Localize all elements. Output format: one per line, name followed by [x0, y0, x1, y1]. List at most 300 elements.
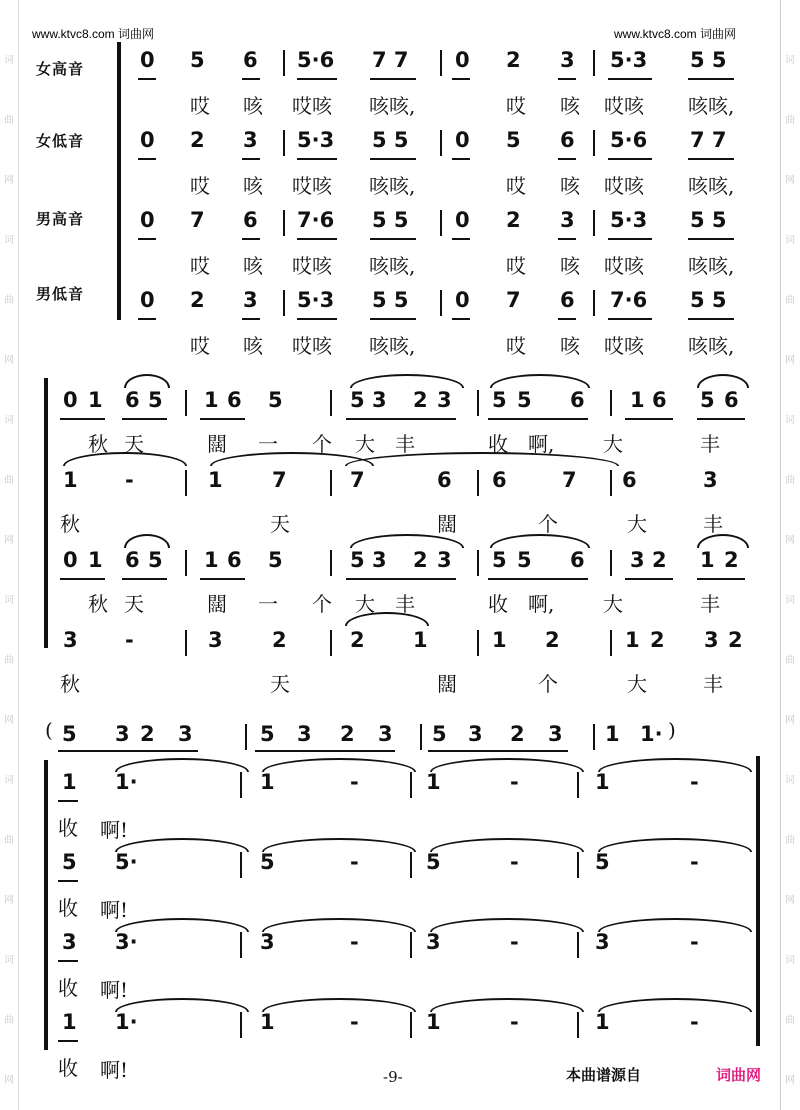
beat-underline — [122, 578, 167, 580]
edge-watermark-char: 网 — [785, 1075, 795, 1086]
edge-watermark-char: 网 — [785, 355, 795, 366]
slur — [124, 534, 170, 548]
lyric-char: 哎 — [190, 254, 210, 278]
barline — [283, 130, 285, 156]
barline — [477, 550, 479, 576]
beat-underline — [697, 578, 745, 580]
jianpu-note: 5 — [517, 548, 532, 572]
jianpu-note: 7 — [562, 468, 577, 492]
jianpu-note: 5 5 — [690, 208, 727, 232]
jianpu-note: 2 — [140, 722, 155, 746]
slur — [115, 838, 249, 852]
beat-underline — [452, 158, 470, 160]
slur — [262, 758, 416, 772]
barline — [577, 932, 579, 958]
beat-underline — [608, 158, 652, 160]
jianpu-note: 6 — [125, 388, 140, 412]
lyric-char: 咳咳, — [688, 174, 735, 198]
jianpu-note: 1 — [88, 388, 103, 412]
barline — [283, 290, 285, 316]
jianpu-note: 6 — [570, 548, 585, 572]
beat-underline — [242, 238, 260, 240]
jianpu-note: 1 — [62, 770, 77, 794]
barline — [440, 290, 442, 316]
jianpu-note: 5 — [492, 548, 507, 572]
jianpu-note: 7 7 — [690, 128, 727, 152]
barline — [593, 50, 595, 76]
barline — [410, 852, 412, 878]
jianpu-note: 7 — [350, 468, 365, 492]
lyric-char: 咳咳, — [369, 174, 416, 198]
lyric-char: 一 — [258, 432, 278, 456]
lyric-char: 咳 — [243, 174, 263, 198]
jianpu-note: 3 — [704, 628, 719, 652]
jianpu-note: 6 — [570, 388, 585, 412]
beat-underline — [370, 78, 416, 80]
jianpu-note: 6 — [125, 548, 140, 572]
jianpu-note: 7 — [506, 288, 521, 312]
edge-watermark-char: 曲 — [4, 475, 14, 486]
jianpu-note: - — [510, 770, 519, 794]
edge-watermark-char: 曲 — [785, 115, 795, 126]
lyric-char: 收 — [58, 976, 78, 1000]
jianpu-note: 5 — [700, 388, 715, 412]
jianpu-note: 3 — [378, 722, 393, 746]
jianpu-note: 3 — [426, 930, 441, 954]
lyric-char: 个 — [538, 672, 558, 696]
beat-underline — [452, 78, 470, 80]
jianpu-note: - — [350, 1010, 359, 1034]
beat-underline — [60, 418, 105, 420]
edge-watermark-char: 网 — [785, 895, 795, 906]
lyric-char: 秋 — [60, 672, 80, 696]
jianpu-note: 3 — [243, 128, 258, 152]
part-label-alto: 女低音 — [36, 132, 85, 150]
jianpu-note: 2 — [413, 388, 428, 412]
lyric-char: 大 — [627, 672, 647, 696]
lyric-char: 哎 — [190, 174, 210, 198]
lyric-char: 咳咳, — [369, 94, 416, 118]
part-label-soprano: 女高音 — [36, 60, 85, 78]
lyric-char: 天 — [124, 592, 144, 616]
jianpu-note: 3 — [62, 930, 77, 954]
lyric-char: 丰 — [700, 432, 720, 456]
beat-underline — [558, 158, 576, 160]
lyric-char: 哎 — [506, 334, 526, 358]
lyric-char: 哎咳 — [604, 334, 644, 358]
jianpu-note: 0 — [455, 48, 470, 72]
jianpu-note: - — [690, 930, 699, 954]
beat-underline — [452, 238, 470, 240]
jianpu-note: 1 — [88, 548, 103, 572]
jianpu-note: 0 — [140, 288, 155, 312]
slur — [262, 838, 416, 852]
lyric-char: 咳咳, — [688, 94, 735, 118]
jianpu-note: 5·3 — [297, 288, 335, 312]
site-name: 词曲网 — [716, 1066, 762, 1084]
beat-underline — [200, 578, 245, 580]
jianpu-note: 3 — [260, 930, 275, 954]
jianpu-note: 1 — [426, 770, 441, 794]
jianpu-note: 3 — [630, 548, 645, 572]
jianpu-note: - — [125, 628, 134, 652]
page-number: -9- — [383, 1068, 403, 1086]
jianpu-note: - — [690, 1010, 699, 1034]
edge-watermark-char: 曲 — [785, 475, 795, 486]
lyric-char: 秋 — [60, 512, 80, 536]
edge-watermark-char: 词 — [4, 595, 14, 606]
beat-underline — [608, 238, 652, 240]
jianpu-note: 1 — [413, 628, 428, 652]
jianpu-note: 2 — [350, 628, 365, 652]
slur — [697, 374, 749, 388]
edge-watermark-char: 曲 — [4, 1015, 14, 1026]
paren-open: ( — [45, 718, 53, 742]
jianpu-note: 0 — [455, 128, 470, 152]
beat-underline — [488, 418, 588, 420]
barline — [440, 210, 442, 236]
jianpu-note: 1 — [260, 1010, 275, 1034]
source-note: 本曲谱源自 — [566, 1066, 642, 1084]
lyric-char: 啊, — [528, 432, 555, 456]
edge-watermark-char: 网 — [4, 1075, 14, 1086]
jianpu-note: 5 5 — [690, 288, 727, 312]
lyric-char: 哎 — [506, 94, 526, 118]
lyric-char: 丰 — [703, 672, 723, 696]
lyric-char: 咳 — [560, 174, 580, 198]
jianpu-note: 3 — [243, 288, 258, 312]
jianpu-note: 5 5 — [690, 48, 727, 72]
beat-underline — [608, 78, 652, 80]
lyric-char: 哎 — [190, 334, 210, 358]
edge-watermark-char: 曲 — [4, 655, 14, 666]
jianpu-note: 7·6 — [610, 288, 648, 312]
jianpu-note: 0 — [140, 128, 155, 152]
lyric-char: 咳咳, — [369, 254, 416, 278]
lyric-char: 哎咳 — [292, 254, 332, 278]
jianpu-note: 6 — [560, 128, 575, 152]
jianpu-note: 6 — [227, 548, 242, 572]
barline — [240, 1012, 242, 1038]
system3-bracket — [44, 760, 48, 1050]
slur — [598, 758, 752, 772]
left-edge-strip — [0, 0, 19, 1110]
barline — [410, 772, 412, 798]
beat-underline — [297, 318, 337, 320]
beat-underline — [346, 578, 456, 580]
slur — [598, 998, 752, 1012]
edge-watermark-char: 网 — [4, 895, 14, 906]
jianpu-note: 3 — [372, 388, 387, 412]
beat-underline — [688, 158, 734, 160]
lyric-char: 咳 — [560, 334, 580, 358]
paren-close: ) — [668, 718, 676, 742]
beat-underline — [428, 750, 568, 752]
edge-watermark-char: 网 — [785, 175, 795, 186]
jianpu-note: 1 — [700, 548, 715, 572]
jianpu-note: 2 — [728, 628, 743, 652]
beat-underline — [297, 238, 337, 240]
barline — [577, 852, 579, 878]
jianpu-note: 1 — [595, 770, 610, 794]
jianpu-note: 7·6 — [297, 208, 335, 232]
lyric-char: 哎咳 — [292, 174, 332, 198]
beat-underline — [370, 318, 416, 320]
beat-underline — [688, 318, 734, 320]
watermark-right: www.ktvc8.com 词曲网 — [614, 27, 737, 41]
edge-watermark-char: 词 — [785, 595, 795, 606]
system3-end-bar — [756, 756, 760, 1046]
jianpu-note: - — [125, 468, 134, 492]
beat-underline — [242, 158, 260, 160]
jianpu-note: 1 — [260, 770, 275, 794]
barline — [185, 470, 187, 496]
jianpu-note: 6 — [622, 468, 637, 492]
beat-underline — [297, 78, 337, 80]
barline — [593, 210, 595, 236]
lyric-char: 天 — [270, 672, 290, 696]
jianpu-note: 5 — [432, 722, 447, 746]
lyric-char: 闊 — [207, 592, 227, 616]
barline — [245, 724, 247, 750]
beat-underline — [58, 750, 198, 752]
jianpu-note: 1· — [115, 770, 138, 794]
beat-underline — [488, 578, 588, 580]
edge-watermark-char: 词 — [785, 235, 795, 246]
slur — [430, 998, 584, 1012]
beat-underline — [688, 238, 734, 240]
lyric-char: 啊! — [100, 818, 129, 842]
lyric-char: 闊 — [437, 512, 457, 536]
barline — [610, 550, 612, 576]
jianpu-note: 3 — [560, 208, 575, 232]
beat-underline — [138, 318, 156, 320]
edge-watermark-char: 网 — [4, 175, 14, 186]
beat-underline — [138, 78, 156, 80]
jianpu-note: 5 — [426, 850, 441, 874]
barline — [593, 290, 595, 316]
slur — [490, 534, 590, 548]
barline — [593, 724, 595, 750]
beat-underline — [346, 418, 456, 420]
lyric-char: 咳 — [560, 254, 580, 278]
jianpu-note: 3 — [115, 722, 130, 746]
jianpu-note: 5·6 — [610, 128, 648, 152]
barline — [240, 852, 242, 878]
jianpu-note: 5 — [62, 722, 77, 746]
barline — [610, 470, 612, 496]
lyric-char: 哎咳 — [292, 334, 332, 358]
jianpu-note: 2 — [190, 128, 205, 152]
jianpu-note: 0 — [63, 548, 78, 572]
beat-underline — [558, 78, 576, 80]
jianpu-note: 7 — [190, 208, 205, 232]
jianpu-note: 5 — [268, 388, 283, 412]
slur — [350, 374, 464, 388]
lyric-char: 个 — [538, 512, 558, 536]
barline — [283, 50, 285, 76]
lyric-char: 啊, — [528, 592, 555, 616]
system1-bracket — [117, 42, 121, 320]
slur — [262, 918, 416, 932]
slur — [598, 918, 752, 932]
lyric-char: 秋 — [88, 592, 108, 616]
jianpu-note: 2 — [506, 48, 521, 72]
jianpu-note: 1 — [62, 1010, 77, 1034]
watermark-left: www.ktvc8.com 词曲网 — [32, 27, 155, 41]
jianpu-note: 3 — [595, 930, 610, 954]
jianpu-note: 6 — [243, 208, 258, 232]
slur — [430, 838, 584, 852]
lyric-char: 收 — [58, 816, 78, 840]
slur — [115, 758, 249, 772]
jianpu-note: 5 — [148, 388, 163, 412]
jianpu-note: 0 — [140, 208, 155, 232]
beat-underline — [138, 158, 156, 160]
lyric-char: 啊! — [100, 898, 129, 922]
beat-underline — [242, 318, 260, 320]
barline — [577, 772, 579, 798]
edge-watermark-char: 曲 — [785, 835, 795, 846]
jianpu-note: 3 — [437, 548, 452, 572]
barline — [330, 550, 332, 576]
edge-watermark-char: 网 — [4, 535, 14, 546]
slur — [115, 918, 249, 932]
beat-underline — [138, 238, 156, 240]
barline — [283, 210, 285, 236]
jianpu-note: 5 5 — [372, 208, 409, 232]
barline — [593, 130, 595, 156]
lyric-char: 哎 — [506, 174, 526, 198]
jianpu-note: 3 — [178, 722, 193, 746]
lyric-char: 哎咳 — [604, 254, 644, 278]
jianpu-note: 5 5 — [372, 128, 409, 152]
lyric-char: 咳咳, — [688, 334, 735, 358]
jianpu-note: 5 — [595, 850, 610, 874]
jianpu-note: 2 — [545, 628, 560, 652]
lyric-char: 一 — [258, 592, 278, 616]
jianpu-note: - — [690, 850, 699, 874]
jianpu-note: 1 — [204, 548, 219, 572]
beat-underline — [297, 158, 337, 160]
jianpu-note: 1 — [63, 468, 78, 492]
lyric-char: 咳咳, — [688, 254, 735, 278]
jianpu-note: 5· — [115, 850, 138, 874]
lyric-char: 收 — [488, 432, 508, 456]
jianpu-note: 5 — [350, 388, 365, 412]
lyric-char: 丰 — [395, 592, 415, 616]
barline — [330, 630, 332, 656]
barline — [185, 390, 187, 416]
jianpu-note: 5 5 — [372, 288, 409, 312]
jianpu-note: 5 — [268, 548, 283, 572]
jianpu-note: 5 — [148, 548, 163, 572]
jianpu-note: 5 — [517, 388, 532, 412]
edge-watermark-char: 词 — [4, 775, 14, 786]
lyric-char: 秋 — [88, 432, 108, 456]
barline — [440, 50, 442, 76]
slur — [598, 838, 752, 852]
beat-underline — [452, 318, 470, 320]
jianpu-note: 3 — [548, 722, 563, 746]
beat-underline — [58, 800, 78, 802]
jianpu-note: 5 — [260, 722, 275, 746]
beat-underline — [370, 158, 416, 160]
edge-watermark-char: 曲 — [4, 295, 14, 306]
part-label-bass: 男低音 — [36, 285, 85, 303]
lyric-char: 闊 — [207, 432, 227, 456]
lyric-char: 咳 — [243, 334, 263, 358]
jianpu-note: 5 — [260, 850, 275, 874]
jianpu-note: 1· — [115, 1010, 138, 1034]
jianpu-note: 5 — [492, 388, 507, 412]
lyric-char: 啊! — [100, 978, 129, 1002]
edge-watermark-char: 曲 — [785, 655, 795, 666]
jianpu-note: 5·3 — [610, 48, 648, 72]
barline — [185, 550, 187, 576]
edge-watermark-char: 词 — [4, 55, 14, 66]
edge-watermark-char: 曲 — [4, 835, 14, 846]
slur — [115, 998, 249, 1012]
jianpu-note: 2 — [190, 288, 205, 312]
jianpu-note: 5·6 — [297, 48, 335, 72]
barline — [610, 390, 612, 416]
jianpu-note: 0 — [455, 208, 470, 232]
lyric-char: 天 — [270, 512, 290, 536]
jianpu-note: 2 — [413, 548, 428, 572]
lyric-char: 咳 — [243, 254, 263, 278]
jianpu-note: 3 — [208, 628, 223, 652]
barline — [477, 630, 479, 656]
jianpu-note: 1 — [204, 388, 219, 412]
edge-watermark-char: 词 — [785, 955, 795, 966]
jianpu-note: 6 — [652, 388, 667, 412]
lyric-char: 个 — [312, 592, 332, 616]
slur — [430, 918, 584, 932]
edge-watermark-char: 词 — [785, 55, 795, 66]
jianpu-note: 0 — [455, 288, 470, 312]
lyric-char: 咳 — [243, 94, 263, 118]
jianpu-note: 1 — [595, 1010, 610, 1034]
lyric-char: 丰 — [700, 592, 720, 616]
jianpu-note: - — [350, 770, 359, 794]
jianpu-note: 1 — [630, 388, 645, 412]
lyric-char: 哎咳 — [292, 94, 332, 118]
jianpu-note: 6 — [243, 48, 258, 72]
barline — [240, 772, 242, 798]
beat-underline — [200, 418, 245, 420]
jianpu-note: 6 — [437, 468, 452, 492]
jianpu-note: 5 — [350, 548, 365, 572]
slur — [124, 374, 170, 388]
right-edge-strip — [780, 0, 799, 1110]
slur — [63, 452, 187, 466]
lyric-char: 啊! — [100, 1058, 129, 1082]
edge-watermark-char: 词 — [785, 775, 795, 786]
jianpu-note: 5 — [62, 850, 77, 874]
jianpu-note: 5 — [506, 128, 521, 152]
jianpu-note: 5 — [190, 48, 205, 72]
jianpu-note: 1 — [605, 722, 620, 746]
jianpu-note: 2 — [652, 548, 667, 572]
beat-underline — [558, 318, 576, 320]
lyric-char: 闊 — [437, 672, 457, 696]
lyric-char: 大 — [603, 592, 623, 616]
jianpu-note: 1 — [426, 1010, 441, 1034]
jianpu-note: 5·3 — [297, 128, 335, 152]
lyric-char: 大 — [603, 432, 623, 456]
jianpu-note: 6 — [724, 388, 739, 412]
